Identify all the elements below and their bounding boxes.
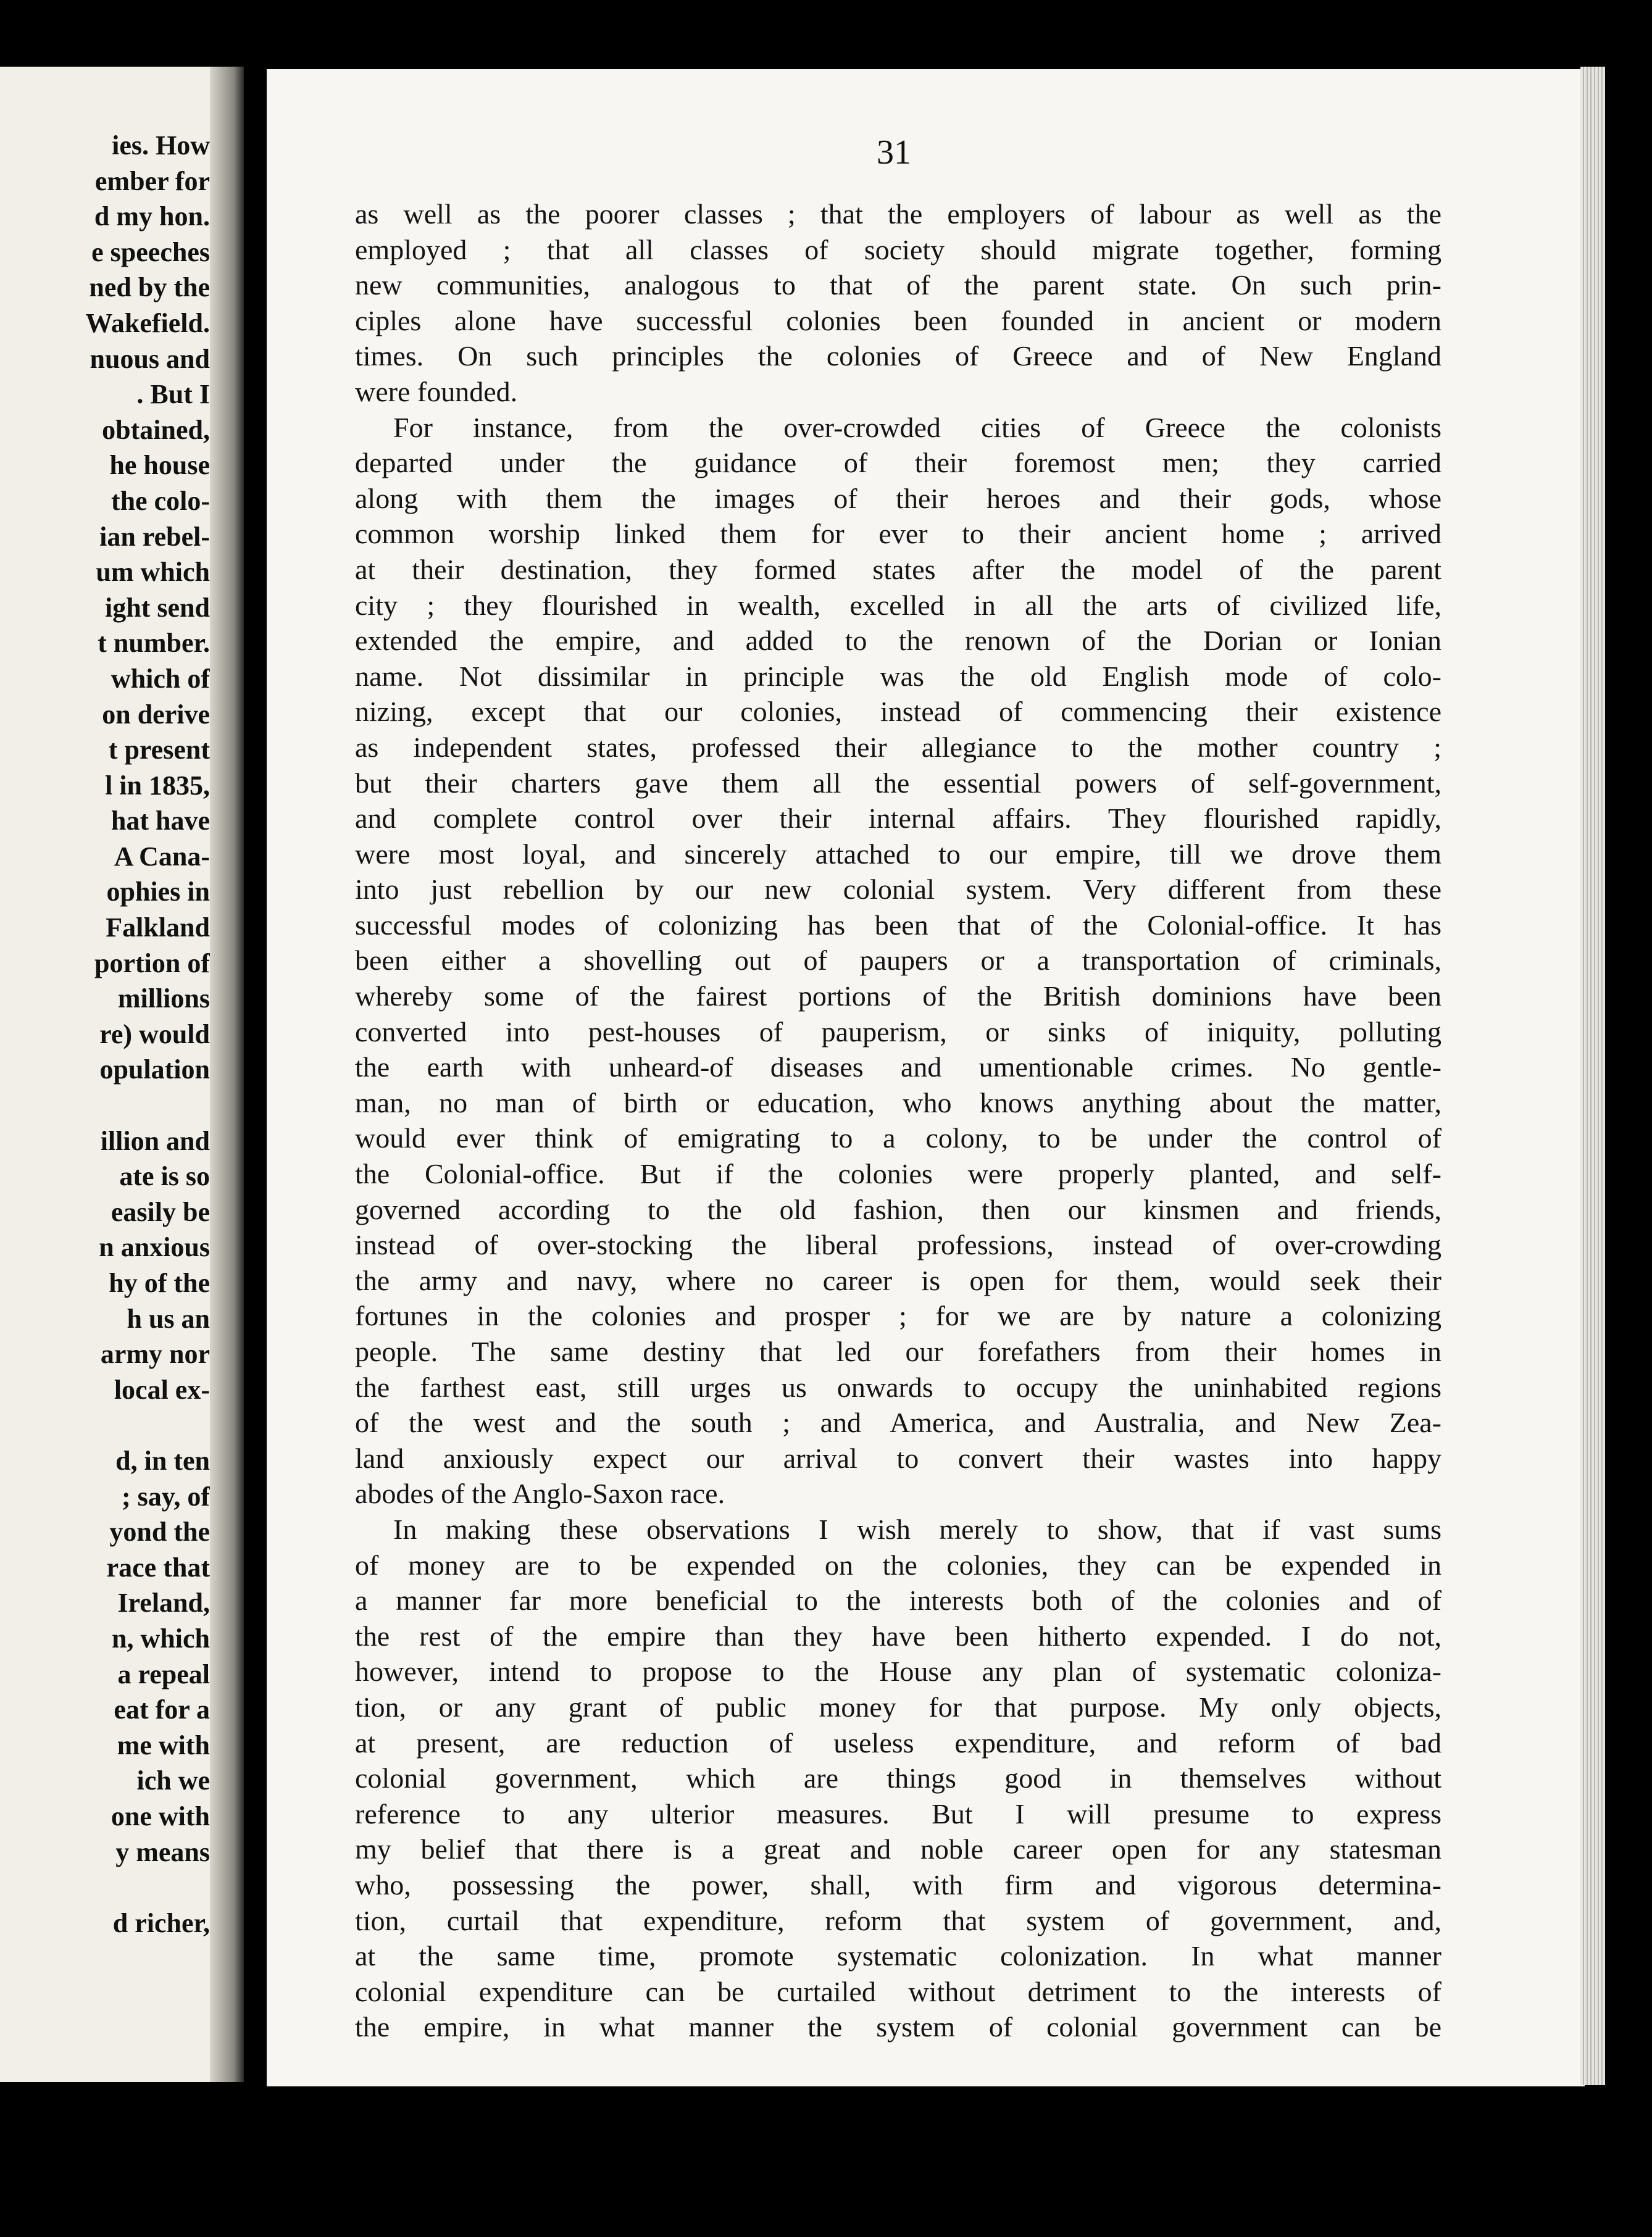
left-page-line: n, which xyxy=(112,1623,210,1654)
text-line: were founded. xyxy=(355,375,518,407)
left-page-text xyxy=(0,128,210,1941)
text-line: the empire, in what manner the system of colonial government can be xyxy=(355,2011,1441,2043)
left-page-line: h us an xyxy=(127,1303,210,1334)
text-line: whereby some of the fairest portions of the British dominions have been xyxy=(355,980,1441,1012)
page-number: 31 xyxy=(877,133,911,172)
text-line: tion, curtail that expenditure, reform that system of government, and, xyxy=(355,1904,1441,1936)
left-page-line: opulation xyxy=(99,1054,210,1085)
text-line: colonial expenditure can be curtailed without detriment to the interests of xyxy=(355,1975,1441,2007)
left-page-line: d, in ten xyxy=(115,1445,210,1476)
text-line: were most loyal, and sincerely attached to our empire, till we drove them xyxy=(355,838,1441,870)
left-page-line: l in 1835, xyxy=(105,770,210,801)
left-page-line: millions xyxy=(117,983,210,1014)
text-line: however, intend to propose to the House any plan of systematic coloniza- xyxy=(355,1656,1441,1688)
text-line: departed under the guidance of their foremost men; they carried xyxy=(355,447,1441,479)
text-line: converted into pest-houses of pauperism, or sinks of iniquity, polluting xyxy=(355,1015,1441,1048)
left-page-line: e speeches xyxy=(91,236,210,267)
left-page-line: ian rebel- xyxy=(99,521,210,552)
left-page-line: y means xyxy=(115,1836,210,1867)
left-page-line xyxy=(0,1870,210,1906)
book-gutter xyxy=(210,67,244,2082)
left-page-line: t present xyxy=(108,735,210,765)
left-page-line: easily be xyxy=(111,1196,210,1227)
paragraph xyxy=(355,1512,1441,2045)
text-line: but their charters gave them all the essential powers of self-government, xyxy=(355,767,1441,799)
body-text xyxy=(355,196,1441,2045)
left-page-line: army nor xyxy=(100,1339,210,1370)
left-page-line: Wakefield. xyxy=(85,307,210,338)
text-line: fortunes in the colonies and prosper ; for we are by nature a colonizing xyxy=(355,1300,1441,1332)
paragraph xyxy=(355,196,1441,410)
left-page-line: eat for a xyxy=(114,1694,210,1725)
left-page-line: Ireland, xyxy=(117,1588,210,1618)
left-page-line: the colo- xyxy=(111,485,210,516)
page-edges xyxy=(1580,67,1605,2085)
text-line: extended the empire, and added to the renown of the Dorian or Ionian xyxy=(355,625,1441,657)
left-page-line: obtained, xyxy=(102,414,210,445)
text-line: In making these observations I wish merely to show, that if vast sums xyxy=(393,1513,1441,1545)
text-line: my belief that there is a great and noble career open for any statesman xyxy=(355,1833,1441,1865)
left-page-line: ember for xyxy=(94,165,210,196)
text-line: been either a shovelling out of paupers or a transportation of criminals, xyxy=(355,944,1441,977)
text-line: nizing, except that our colonies, instead of commencing their existence xyxy=(355,696,1441,728)
text-line: the rest of the empire than they have been hitherto expended. I do not, xyxy=(355,1620,1441,1652)
text-line: city ; they flourished in wealth, excelled in all the arts of civilized life, xyxy=(355,589,1441,621)
left-page-line: a repeal xyxy=(117,1659,210,1689)
text-line: at the same time, promote systematic colonization. In what manner xyxy=(355,1940,1441,1972)
left-page-line: portion of xyxy=(94,948,210,978)
text-line: land anxiously expect our arrival to convert their wastes into happy xyxy=(355,1442,1441,1474)
left-page-line: nuous and xyxy=(90,343,210,374)
text-line: as independent states, professed their allegiance to the mother country ; xyxy=(355,731,1441,763)
left-page-line: yond the xyxy=(109,1517,210,1548)
text-line: as well as the poorer classes ; that the employers of labour as well as the xyxy=(355,198,1441,230)
text-line: the earth with unheard-of diseases and umentionable crimes. No gentle- xyxy=(355,1051,1441,1083)
left-page-line: ; say, of xyxy=(122,1481,210,1512)
left-page-line: ich we xyxy=(136,1765,210,1796)
left-page-line xyxy=(0,1088,210,1123)
left-page-line: local ex- xyxy=(114,1374,210,1405)
text-line: of money are to be expended on the colonies, they can be expended in xyxy=(355,1549,1441,1581)
text-line: successful modes of colonizing has been that of the Colonial-office. It has xyxy=(355,909,1441,941)
text-line: a manner far more beneficial to the interests both of the colonies and of xyxy=(355,1585,1441,1617)
text-line: who, possessing the power, shall, with firm and vigorous determina- xyxy=(355,1868,1441,1901)
text-line: of the west and the south ; and America, and Australia, and New Zea- xyxy=(355,1407,1441,1439)
text-line: instead of over-stocking the liberal professions, instead of over-crowding xyxy=(355,1229,1441,1261)
left-page-line: hy of the xyxy=(109,1268,210,1298)
text-line: new communities, analogous to that of the parent state. On such prin- xyxy=(355,269,1441,301)
text-line: and complete control over their internal affairs. They flourished rapidly, xyxy=(355,802,1441,835)
left-page-line: n anxious xyxy=(99,1232,210,1263)
text-line: For instance, from the over-crowded cities of Greece the colonists xyxy=(393,411,1441,443)
left-page-line: ight send xyxy=(105,592,210,623)
left-page-line: re) would xyxy=(99,1019,210,1049)
left-page-line: ies. How xyxy=(112,130,210,160)
text-line: would ever think of emigrating to a colony, to be under the control of xyxy=(355,1122,1441,1154)
left-page-line: he house xyxy=(109,450,210,481)
left-page-line xyxy=(0,1407,210,1443)
left-page-line: race that xyxy=(106,1552,210,1583)
left-page-line: Falkland xyxy=(106,912,210,943)
text-line: reference to any ulterior measures. But I will presume to express xyxy=(355,1798,1441,1830)
left-page-line: ate is so xyxy=(119,1161,210,1192)
text-line: the farthest east, still urges us onwards to occupy the uninhabited regions xyxy=(355,1371,1441,1403)
left-page-line: d richer, xyxy=(112,1907,210,1938)
left-page-line: t number. xyxy=(98,628,210,659)
left-page-line: illion and xyxy=(100,1125,210,1156)
text-line: at present, are reduction of useless expenditure, and reform of bad xyxy=(355,1727,1441,1759)
left-page-line: ophies in xyxy=(106,877,210,907)
left-page-line: . But I xyxy=(136,379,210,410)
text-line: man, no man of birth or education, who knows anything about the matter, xyxy=(355,1086,1441,1118)
text-line: governed according to the old fashion, then our kinsmen and friends, xyxy=(355,1193,1441,1225)
text-line: the Colonial-office. But if the colonies were properly planted, and self- xyxy=(355,1158,1441,1190)
text-line: people. The same destiny that led our forefathers from their homes in xyxy=(355,1336,1441,1367)
paragraph xyxy=(355,410,1441,1512)
text-line: name. Not dissimilar in principle was the old English mode of colo- xyxy=(355,660,1441,692)
left-page-line: A Cana- xyxy=(114,841,210,872)
left-page-line: which of xyxy=(111,663,210,694)
left-page-line: on derive xyxy=(102,699,210,730)
text-line: employed ; that all classes of society should migrate together, forming xyxy=(355,233,1441,265)
left-page-line: d my hon. xyxy=(94,201,210,232)
left-page-line: hat have xyxy=(111,806,210,836)
text-line: at their destination, they formed states after the model of the parent xyxy=(355,553,1441,585)
left-page-line: one with xyxy=(111,1801,210,1831)
text-line: abodes of the Anglo-Saxon race. xyxy=(355,1478,725,1510)
left-page-line: me with xyxy=(117,1730,210,1760)
text-line: into just rebellion by our new colonial system. Very different from these xyxy=(355,873,1441,906)
text-line: ciples alone have successful colonies been founded in ancient or modern xyxy=(355,304,1441,336)
text-line: colonial government, which are things good in themselves without xyxy=(355,1762,1441,1794)
text-line: the army and navy, where no career is open for them, would seek their xyxy=(355,1264,1441,1296)
left-page-line: ned by the xyxy=(89,272,210,303)
text-line: common worship linked them for ever to their ancient home ; arrived xyxy=(355,518,1441,550)
text-line: along with them the images of their heroes and their gods, whose xyxy=(355,482,1441,514)
text-line: times. On such principles the colonies of Greece and of New England xyxy=(355,340,1441,372)
text-line: tion, or any grant of public money for that purpose. My only objects, xyxy=(355,1691,1441,1723)
left-page-line: um which xyxy=(96,557,210,588)
